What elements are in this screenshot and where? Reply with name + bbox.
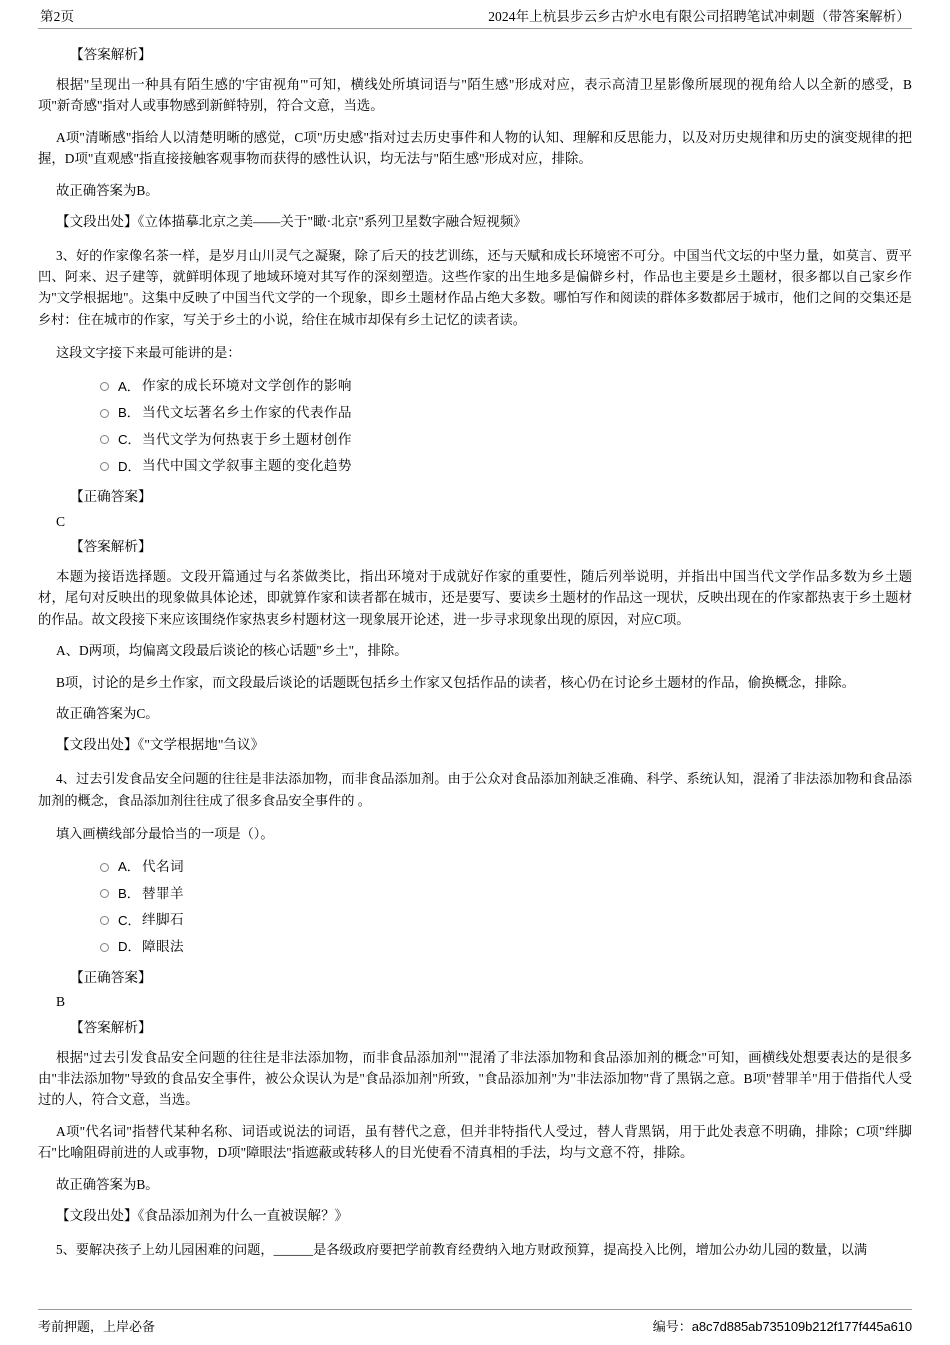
footer-slogan: 考前押题，上岸必备 (38, 1319, 156, 1334)
q4-analysis-paragraph-1: 根据"过去引发食品安全问题的往往是非法添加物，而非食品添加剂""混淆了非法添加物和食品添加剂的概念"可知，画横线处想要表达的是很多由"非法添加物"导致的食品安全事件，被公众误认为是"食品添加剂"所致，"食品添加剂"为"非法添加物"背了黑锅之意。B项"替罪羊"用于借指代人受过的人，符合文意，当选。 (38, 1049, 912, 1108)
q3-option-a-letter: A． (118, 378, 140, 394)
q3-conclusion: 故正确答案为C。 (56, 706, 159, 722)
q4-prompt: 填入画横线部分最恰当的一项是（）。 (56, 825, 274, 841)
q2-conclusion: 故正确答案为B。 (56, 182, 159, 198)
q4-analysis-label: 【答案解析】 (70, 1019, 152, 1035)
q3-correct-answer-label: 【正确答案】 (70, 488, 152, 504)
radio-button-icon[interactable] (100, 409, 109, 418)
q4-option-c-text: 绊脚石 (142, 912, 184, 928)
q4-options (38, 850, 912, 965)
q4-option-d[interactable] (100, 934, 912, 961)
q4-conclusion: 故正确答案为B。 (56, 1176, 159, 1192)
q3-option-b-letter: B． (118, 405, 140, 421)
q4-source (38, 1200, 912, 1233)
q3-correct-answer-value: C (56, 513, 66, 529)
footer-code (653, 1316, 912, 1335)
radio-button-icon[interactable] (100, 916, 109, 925)
document-title: 2024年上杭县步云乡古炉水电有限公司招聘笔试冲刺题（带答案解析） (488, 9, 910, 24)
radio-button-icon[interactable] (100, 889, 109, 898)
document-content (38, 29, 912, 1264)
page-number-label: 第2页 (40, 9, 75, 24)
q3-option-d[interactable] (100, 453, 912, 480)
q2-analysis-label: 【答案解析】 (70, 47, 152, 63)
q4-source-text: 《食品添加剂为什么一直被误解？》 (137, 1208, 349, 1224)
q5-stem: 5、要解决孩子上幼儿园困难的问题，______是各级政府要把学前教育经费纳入地方财政预算，提高投入比例，增加公办幼儿园的数量，以满 (56, 1241, 868, 1257)
q3-option-d-letter: D． (118, 458, 141, 474)
q4-option-d-letter: D． (118, 939, 141, 955)
q3-option-c[interactable] (100, 427, 912, 454)
radio-button-icon[interactable] (100, 462, 109, 471)
q3-stem: 3、好的作家像名茶一样，是岁月山川灵气之凝聚，除了后天的技艺训练，还与天赋和成长环境密不可分。中国当代文坛的中坚力量，如莫言、贾平凹、阿来、迟子建等，就鲜明体现了地域环境对其写作的深刻塑造。这些作家的出生地多是偏僻乡村，作品也主要是乡土题材，很多都以自己家乡作为"文学根据地"。这集中反映了中国当代文学的一个现象，即乡土题材作品占绝大多数。哪怕写作和阅读的群体多数都居于城市，他们之间的交集还是乡村：住在城市的作家，写关于乡土的小说，给住在城市却保有乡土记忆的读者读。 (38, 247, 912, 327)
footer-code-value: a8c7d885ab735109b212f177f445a610 (691, 1319, 912, 1334)
q3-analysis-paragraph-3: B项，讨论的是乡土作家，而文段最后谈论的话题既包括乡土作家又包括作品的读者，核心仍在讨论乡土题材的作品，偷换概念，排除。 (56, 674, 855, 690)
radio-button-icon[interactable] (100, 435, 109, 444)
q4-option-a-text: 代名词 (142, 858, 184, 874)
q3-option-a[interactable] (100, 373, 912, 400)
page-footer (38, 1309, 912, 1335)
q3-option-a-text: 作家的成长环境对文学创作的影响 (142, 378, 352, 394)
q3-analysis-label: 【答案解析】 (70, 539, 152, 555)
q4-option-b-text: 替罪羊 (142, 885, 184, 901)
page-header (38, 0, 912, 29)
q3-source-text: 《"文学根据地"刍议》 (137, 737, 265, 753)
footer-code-label: 编号： (652, 1319, 692, 1334)
q2-source-label: 【文段出处】 (56, 214, 138, 230)
q4-correct-answer-value: B (56, 994, 66, 1010)
q4-option-b[interactable] (100, 881, 912, 908)
q4-option-d-text: 障眼法 (142, 938, 184, 954)
q3-option-d-text: 当代中国文学叙事主题的变化趋势 (142, 458, 352, 474)
radio-button-icon[interactable] (100, 863, 109, 872)
q4-correct-answer-label: 【正确答案】 (70, 969, 152, 985)
q3-source (38, 729, 912, 762)
q4-option-c[interactable] (100, 907, 912, 934)
q4-option-a[interactable] (100, 854, 912, 881)
q3-option-b[interactable] (100, 400, 912, 427)
q4-stem: 4、过去引发食品安全问题的往往是非法添加物，而非食品添加剂。由于公众对食品添加剂缺乏准确、科学、系统认知，混淆了非法添加物和食品添加剂的概念，食品添加剂往往成了很多食品安全事件的 。 (38, 771, 912, 808)
q3-prompt: 这段文字接下来最可能讲的是： (56, 345, 241, 361)
q2-analysis-paragraph-2: A项"清晰感"指给人以清楚明晰的感觉，C项"历史感"指对过去历史事件和人物的认知、理解和反思能力，以及对历史规律和历史的演变规律的把握，D项"直观感"指直接接触客观事物而获得的感性认识，均无法与"陌生感"形成对应，排除。 (38, 129, 912, 167)
q3-analysis-paragraph-2: A、D两项，均偏离文段最后谈论的核心话题"乡土"，排除。 (56, 643, 408, 659)
q3-analysis-paragraph-1: 本题为接语选择题。文段开篇通过与名茶做类比，指出环境对于成就好作家的重要性，随后列举说明，并指出中国当代文学作品多数为乡土题材，尾句对反映出的现象做具体论述，即就算作家和读者都在城市，还是要写、要读乡土题材的作品这一现状，反映出现在的作家都热衷于乡土题材的作品。故文段接下来应该围绕作家热衷乡村题材这一现象展开论述，进一步寻求现象出现的原因，对应C项。 (38, 568, 912, 627)
q4-option-b-letter: B． (118, 885, 140, 901)
q2-source-text: 《立体描摹北京之美——关于"瞰·北京"系列卫星数字融合短视频》 (137, 214, 528, 230)
q3-options (38, 369, 912, 484)
radio-button-icon[interactable] (100, 943, 109, 952)
radio-button-icon[interactable] (100, 382, 109, 391)
q4-option-c-letter: C． (118, 912, 141, 928)
q3-option-b-text: 当代文坛著名乡土作家的代表作品 (142, 404, 352, 420)
q3-option-c-text: 当代文学为何热衷于乡土题材创作 (142, 431, 352, 447)
q4-source-label: 【文段出处】 (56, 1208, 138, 1224)
q2-analysis-paragraph-1: 根据"呈现出一种具有陌生感的'宇宙视角'"可知，横线处所填词语与"陌生感"形成对应，表示高清卫星影像所展现的视角给人以全新的感受，B项"新奇感"指对人或事物感到新鲜特别，符合文意，当选。 (38, 76, 912, 114)
q4-analysis-paragraph-2: A项"代名词"指替代某种名称、词语或说法的词语，虽有替代之意，但并非特指代人受过，替人背黑锅，用于此处表意不明确，排除；C项"绊脚石"比喻阻碍前进的人或事物，D项"障眼法"指遮蔽或转移人的目光使看不清真相的手法，均与文意不符，排除。 (38, 1123, 912, 1161)
q2-source (38, 206, 912, 239)
q3-source-label: 【文段出处】 (56, 737, 138, 753)
q3-option-c-letter: C． (118, 431, 141, 447)
q4-option-a-letter: A． (118, 859, 140, 875)
